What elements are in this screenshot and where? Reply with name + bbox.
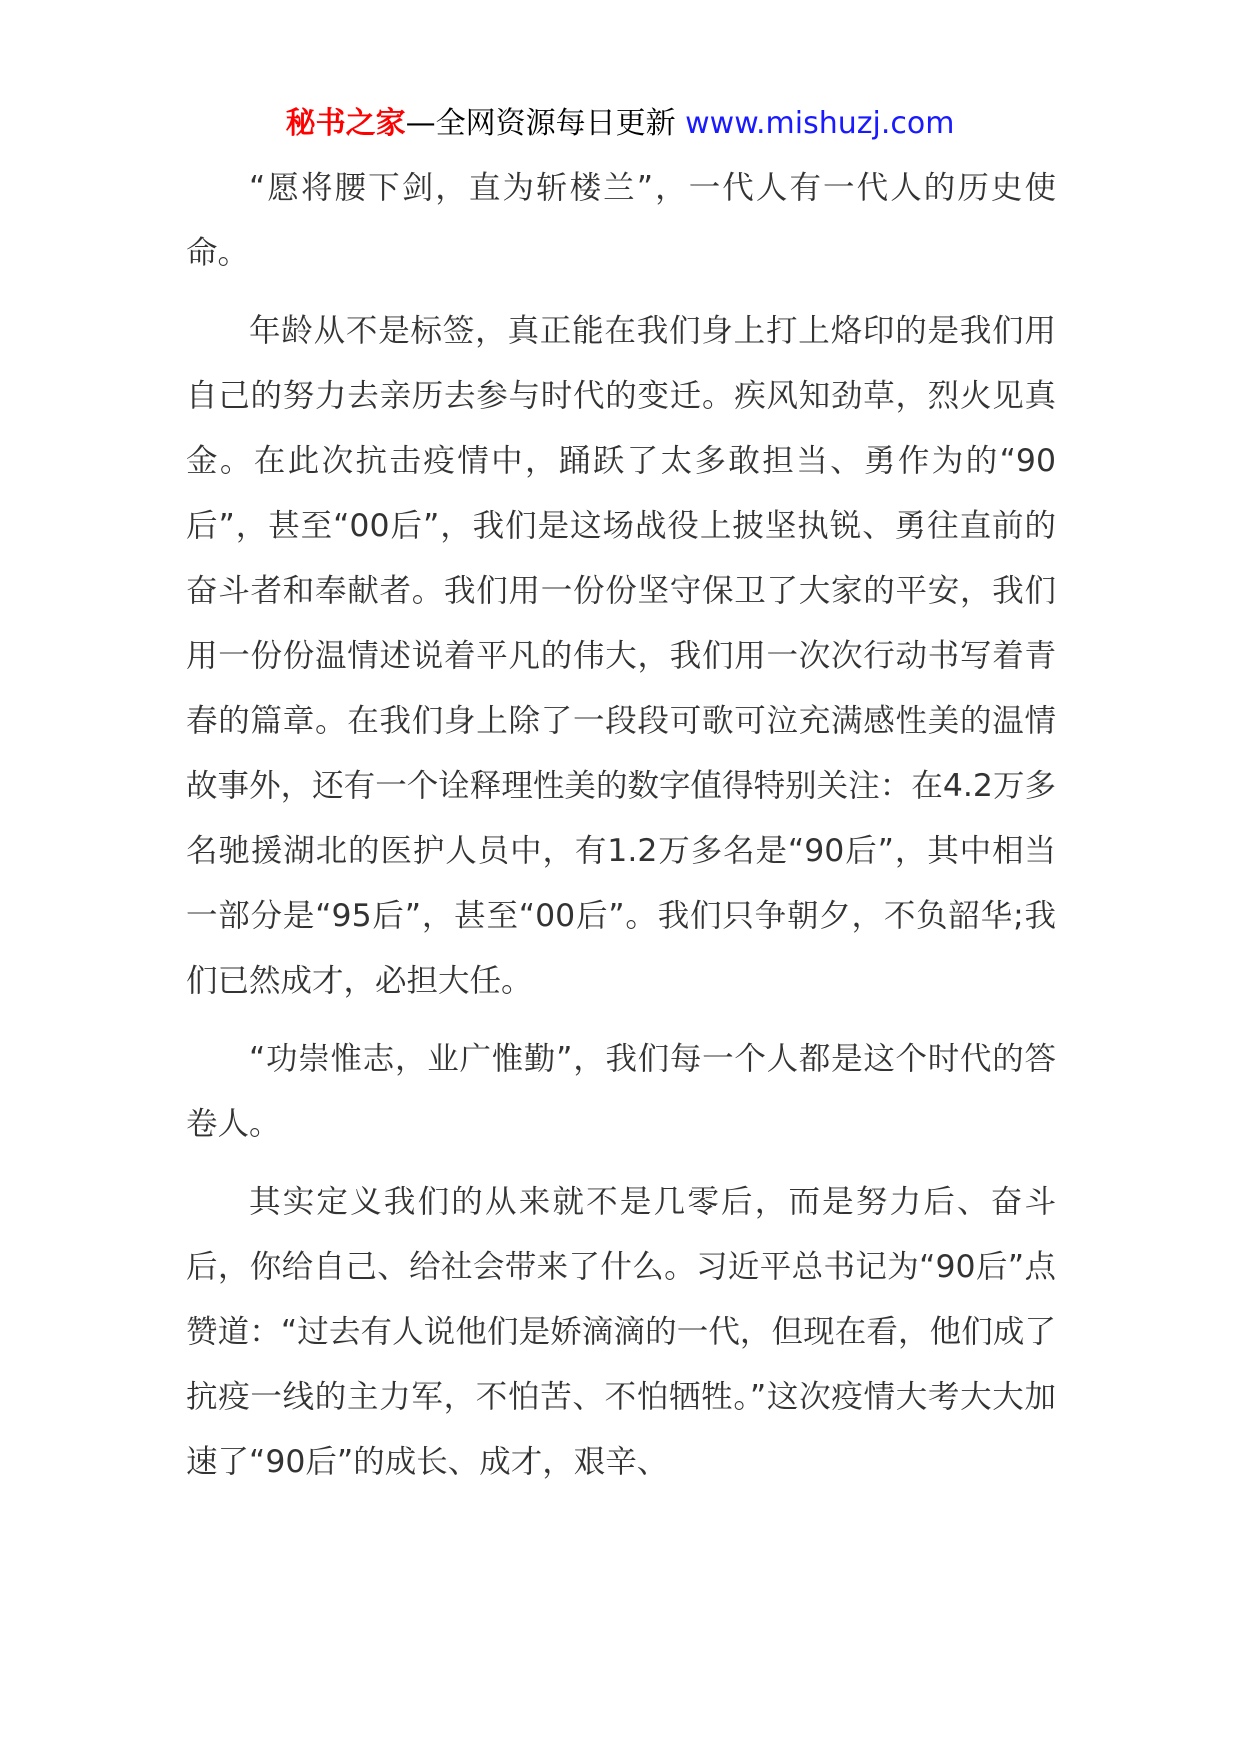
article-body [186,156,1056,1508]
brand-name: 秘书之家 [285,106,406,141]
header-tagline: —全网资源每日更新 [405,106,676,141]
paragraph-mission: “愿将腰下剑，直为斩楼兰”，一代人有一代人的历史使命。 [186,170,1056,271]
paragraph-answer-sheet: “功崇惟志，业广惟勤”，我们每一个人都是这个时代的答卷人。 [186,1041,1056,1142]
paragraph-age-label: 年龄从不是标签，真正能在我们身上打上烙印的是我们用自己的努力去亲历去参与时代的变迁。疾风知劲草，烈火见真金。在此次抗击疫情中，踊跃了太多敢担当、勇作为的“90后”，甚至“00后”，我们是这场战役上披坚执锐、勇往直前的奋斗者和奉献者。我们用一份份坚守保卫了大家的平安，我们用一份份温情述说着平凡的伟大，我们用一次次行动书写着青春的篇章。在我们身上除了一段段可歌可泣充满感性美的温情故事外，还有一个诠释理性美的数字值得特别关注：在4.2万多名驰援湖北的医护人员中，有1.2万多名是“90后”，其中相当一部分是“95后”，甚至“00后”。我们只争朝夕，不负韶华;我们已然成才，必担大任。 [186,313,1056,999]
paragraph-definition: 其实定义我们的从来就不是几零后，而是努力后、奋斗后，你给自己、给社会带来了什么。习近平总书记为“90后”点赞道：“过去有人说他们是娇滴滴的一代，但现在看，他们成了抗疫一线的主力军，不怕苦、不怕牺牲。”这次疫情大考大大加速了“90后”的成长、成才，艰辛、 [186,1184,1056,1480]
site-url-link[interactable]: www.mishuzj.com [685,106,955,141]
site-header [0,100,1240,148]
